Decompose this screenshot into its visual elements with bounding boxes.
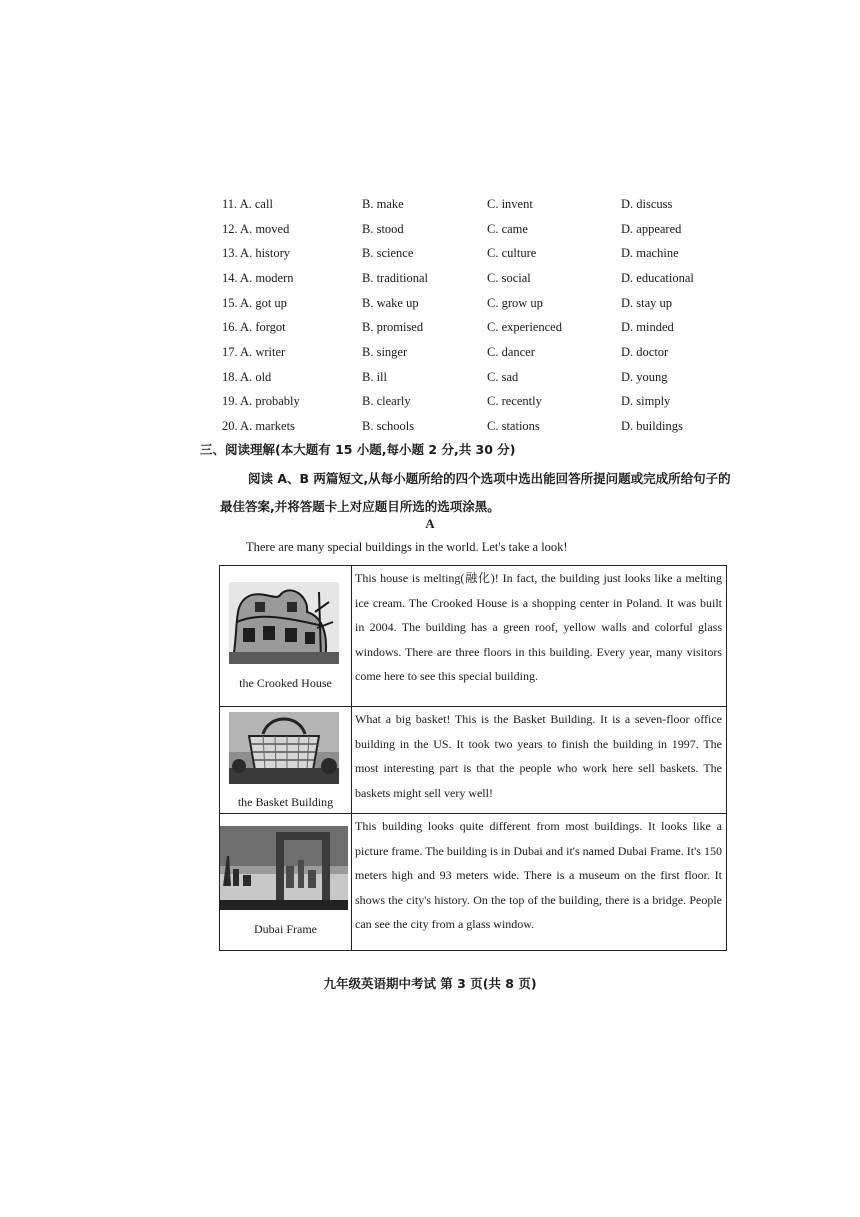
- option-d: D. buildings: [621, 419, 683, 434]
- option-d: D. minded: [621, 320, 674, 335]
- image-cell: [220, 707, 352, 813]
- option-d: D. educational: [621, 270, 694, 285]
- option-a: 11. A. call: [222, 196, 273, 211]
- image-cell: [220, 814, 352, 950]
- option-c: C. culture: [487, 246, 537, 261]
- option-b: B. promised: [362, 320, 424, 335]
- option-d: D. appeared: [621, 221, 682, 236]
- option-a: 20. A. markets: [222, 419, 295, 434]
- option-row: [222, 390, 742, 415]
- option-d: D. doctor: [621, 344, 669, 359]
- option-b: B. science: [362, 246, 414, 261]
- section-heading: 三、阅读理解(本大题有 15 小题,每小题 2 分,共 30 分): [200, 442, 516, 457]
- building-description: What a big basket! This is the Basket Building. It is a seven-floor office building in the US. It took two years to finish the building in 1997. The most interesting part is that the people who work here sell baskets. The baskets might sell very well!: [355, 712, 722, 800]
- option-a: 15. A. got up: [222, 295, 287, 310]
- option-a: 17. A. writer: [222, 344, 286, 359]
- page-footer: 九年级英语期中考试 第 3 页(共 8 页): [323, 976, 537, 991]
- option-c: C. social: [487, 270, 531, 285]
- basket-building-photo: [229, 712, 339, 784]
- option-b: B. ill: [362, 369, 388, 384]
- option-a: 16. A. forgot: [222, 320, 286, 335]
- option-d: D. young: [621, 369, 668, 384]
- crooked-house-photo: [229, 582, 339, 664]
- option-b: B. wake up: [362, 295, 419, 310]
- option-a: 19. A. probably: [222, 394, 300, 409]
- option-b: B. make: [362, 196, 404, 211]
- building-row: [220, 814, 726, 950]
- passage-label: A: [425, 516, 435, 531]
- passage-intro: There are many special buildings in the world. Let's take a look!: [246, 540, 568, 554]
- option-c: C. stations: [487, 419, 540, 434]
- option-b: B. stood: [362, 221, 404, 236]
- option-b: B. singer: [362, 344, 408, 359]
- image-cell: [220, 566, 352, 706]
- option-d: D. stay up: [621, 295, 673, 310]
- option-row: [222, 192, 742, 217]
- option-d: D. machine: [621, 246, 679, 261]
- option-row: [222, 340, 742, 365]
- option-d: D. discuss: [621, 196, 673, 211]
- option-row: [222, 414, 742, 439]
- option-c: C. invent: [487, 196, 533, 211]
- option-d: D. simply: [621, 394, 671, 409]
- building-description: This building looks quite different from most buildings. It looks like a picture frame. The building is in Dubai and it's named Dubai Frame. It's 150 meters high and 93 meters wide. There is a museum on the first floor. It shows the city's history. On the top of the building, there is a bridge. People can see the city from a glass window.: [355, 819, 722, 932]
- option-row: [222, 217, 742, 242]
- option-row: [222, 266, 742, 291]
- building-caption: Dubai Frame: [254, 922, 317, 936]
- option-c: C. experienced: [487, 320, 562, 335]
- option-c: C. grow up: [487, 295, 543, 310]
- building-row: [220, 707, 726, 814]
- option-row: [222, 365, 742, 390]
- option-a: 14. A. modern: [222, 270, 294, 285]
- option-row: [222, 241, 742, 266]
- option-row: [222, 291, 742, 316]
- option-a: 13. A. history: [222, 246, 291, 261]
- option-a: 18. A. old: [222, 369, 272, 384]
- options-list: [222, 192, 742, 439]
- buildings-table: [219, 565, 727, 951]
- building-description: This house is melting(融化)! In fact, the building just looks like a melting ice cream. The Crooked House is a shopping center in Poland. It was built in 2004. The building has a green roof, yellow walls and colorful glass windows. There are three floors in this building. Every year, many visitors come here to see this special building.: [355, 571, 722, 684]
- option-row: [222, 315, 742, 340]
- option-b: B. schools: [362, 419, 415, 434]
- option-c: C. came: [487, 221, 528, 236]
- section-instructions: 阅读 A、B 两篇短文,从每小题所给的四个选项中选出能回答所提问题或完成所给句子的最佳答案,并将答题卡上对应题目所选的选项涂黑。: [220, 471, 731, 514]
- building-caption: the Basket Building: [237, 795, 334, 809]
- option-a: 12. A. moved: [222, 221, 290, 236]
- option-c: C. recently: [487, 394, 542, 409]
- dubai-frame-photo: [220, 826, 348, 910]
- option-b: B. traditional: [362, 270, 428, 285]
- option-c: C. sad: [487, 369, 519, 384]
- building-row: [220, 566, 726, 707]
- option-c: C. dancer: [487, 344, 535, 359]
- option-b: B. clearly: [362, 394, 411, 409]
- building-caption: the Crooked House: [239, 676, 332, 690]
